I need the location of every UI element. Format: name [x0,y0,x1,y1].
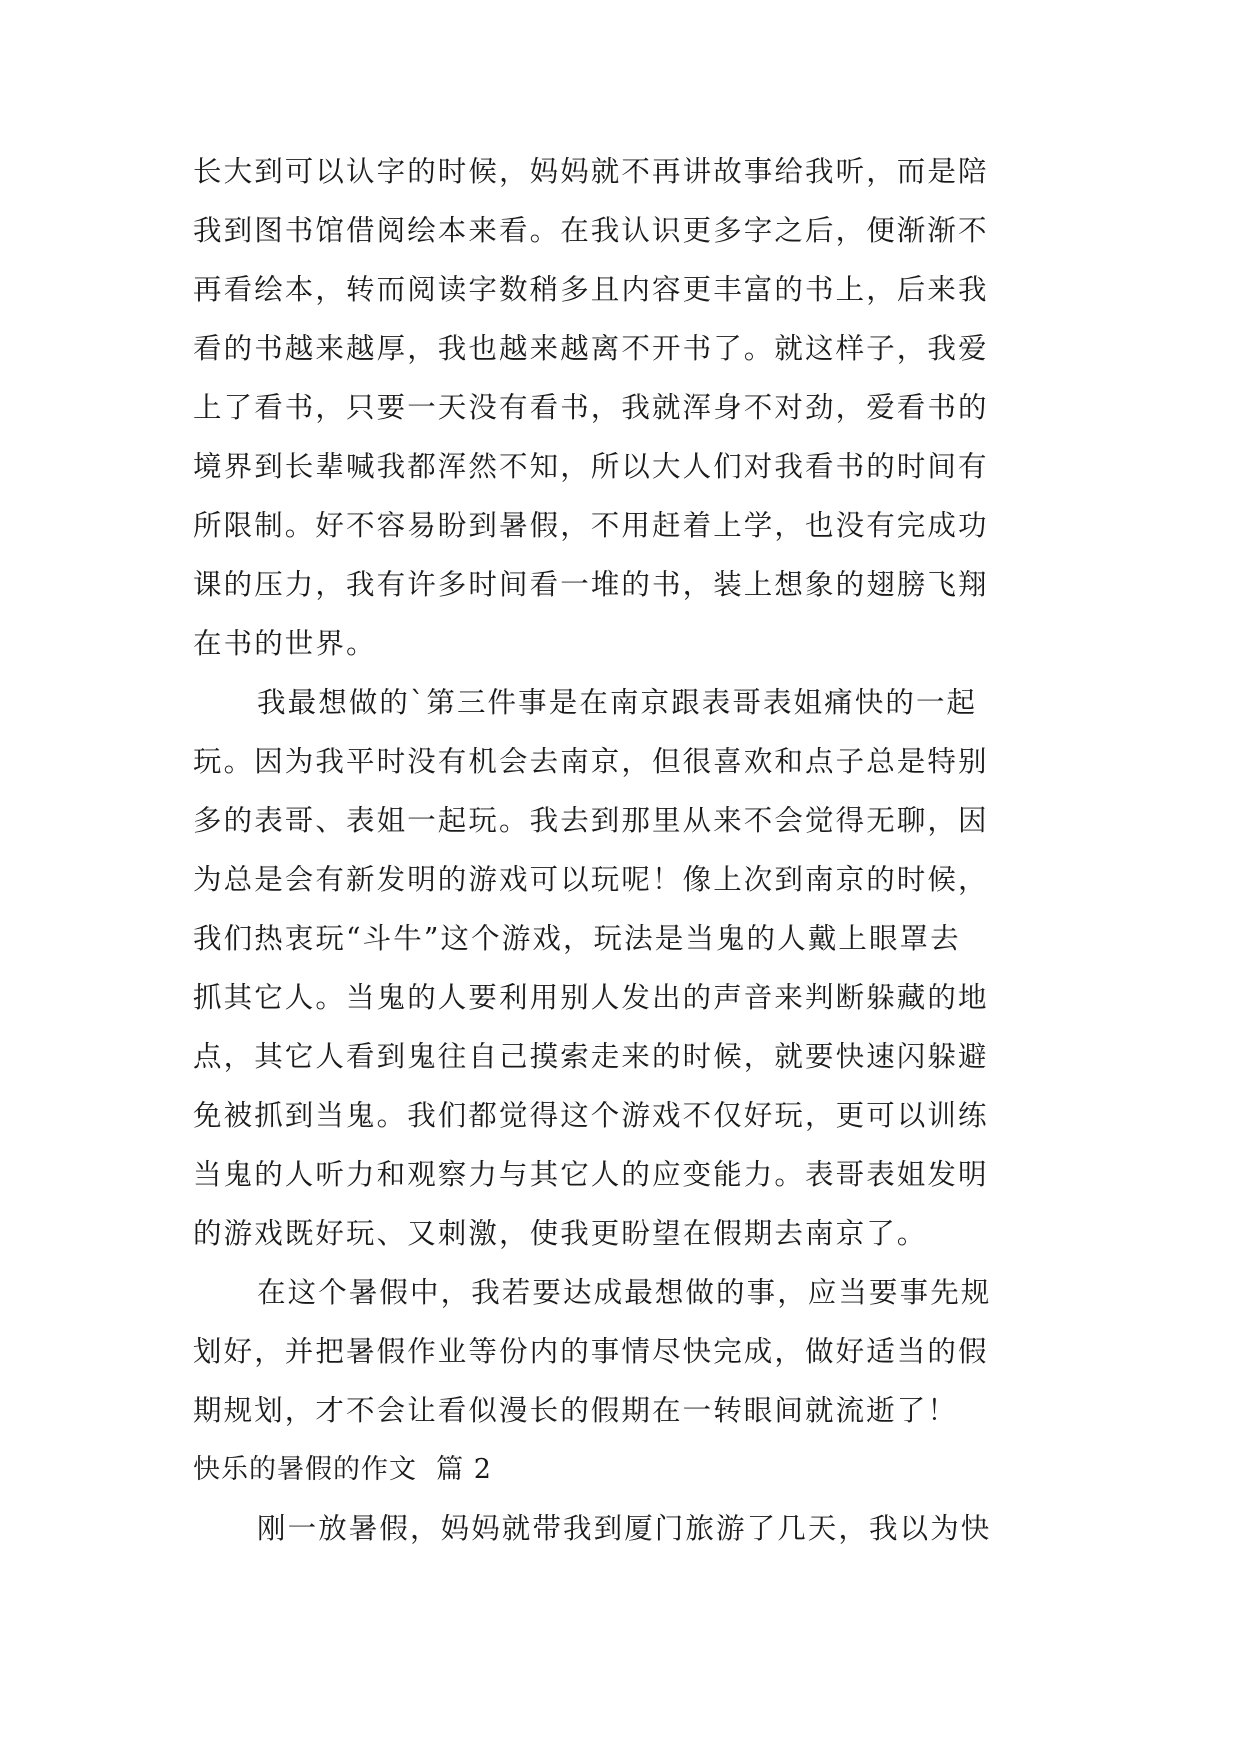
text-line: 长大到可以认字的时候，妈妈就不再讲故事给我听，而是陪 [193,155,989,188]
text-line: 在这个暑假中，我若要达成最想做的事，应当要事先规 [257,1276,992,1309]
text-line: 看的书越来越厚，我也越来越离不开书了。就这样子，我爱 [193,332,989,365]
text-line: 我到图书馆借阅绘本来看。在我认识更多字之后，便渐渐不 [193,214,989,247]
text-line: 我们热衷玩“斗牛”这个游戏，玩法是当鬼的人戴上眼罩去 [193,922,961,955]
text-line: 再看绘本，转而阅读字数稍多且内容更丰富的书上，后来我 [193,273,989,306]
paragraph-1-continued [193,142,1053,673]
text-line: 当鬼的人听力和观察力与其它人的应变能力。表哥表姐发明 [193,1158,989,1191]
text-line: 的游戏既好玩、又刺激，使我更盼望在假期去南京了。 [193,1217,928,1250]
text-line: 免被抓到当鬼。我们都觉得这个游戏不仅好玩，更可以训练 [193,1099,989,1132]
text-line: 抓其它人。当鬼的人要利用别人发出的声音来判断躲藏的地 [193,981,989,1014]
text-line: 为总是会有新发明的游戏可以玩呢！像上次到南京的时候， [193,863,989,896]
section-heading: 快乐的暑假的作文 篇 2 [193,1454,492,1485]
text-line: 课的压力，我有许多时间看一堆的书，装上想象的翅膀飞翔 [193,568,989,601]
text-line: 划好，并把暑假作业等份内的事情尽快完成，做好适当的假 [193,1335,989,1368]
text-line: 多的表哥、表姐一起玩。我去到那里从来不会觉得无聊，因 [193,804,989,837]
text-line: 刚一放暑假，妈妈就带我到厦门旅游了几天，我以为快 [257,1512,992,1545]
text-line: 期规划，才不会让看似漫长的假期在一转眼间就流逝了！ [193,1394,959,1427]
text-line: 我最想做的`第三件事是在南京跟表哥表姐痛快的一起 [257,686,978,719]
text-line: 上了看书，只要一天没有看书，我就浑身不对劲，爱看书的 [193,391,989,424]
text-line: 点，其它人看到鬼往自己摸索走来的时候，就要快速闪躲避 [193,1040,989,1073]
paragraph-3 [193,1263,1053,1440]
text-line: 所限制。好不容易盼到暑假，不用赶着上学，也没有完成功 [193,509,989,542]
text-line: 境界到长辈喊我都浑然不知，所以大人们对我看书的时间有 [193,450,989,483]
text-line: 玩。因为我平时没有机会去南京，但很喜欢和点子总是特别 [193,745,989,778]
paragraph-2 [193,673,1053,1263]
paragraph-4 [193,1499,1053,1558]
document-body [193,142,1053,1558]
text-line: 在书的世界。 [193,627,377,660]
